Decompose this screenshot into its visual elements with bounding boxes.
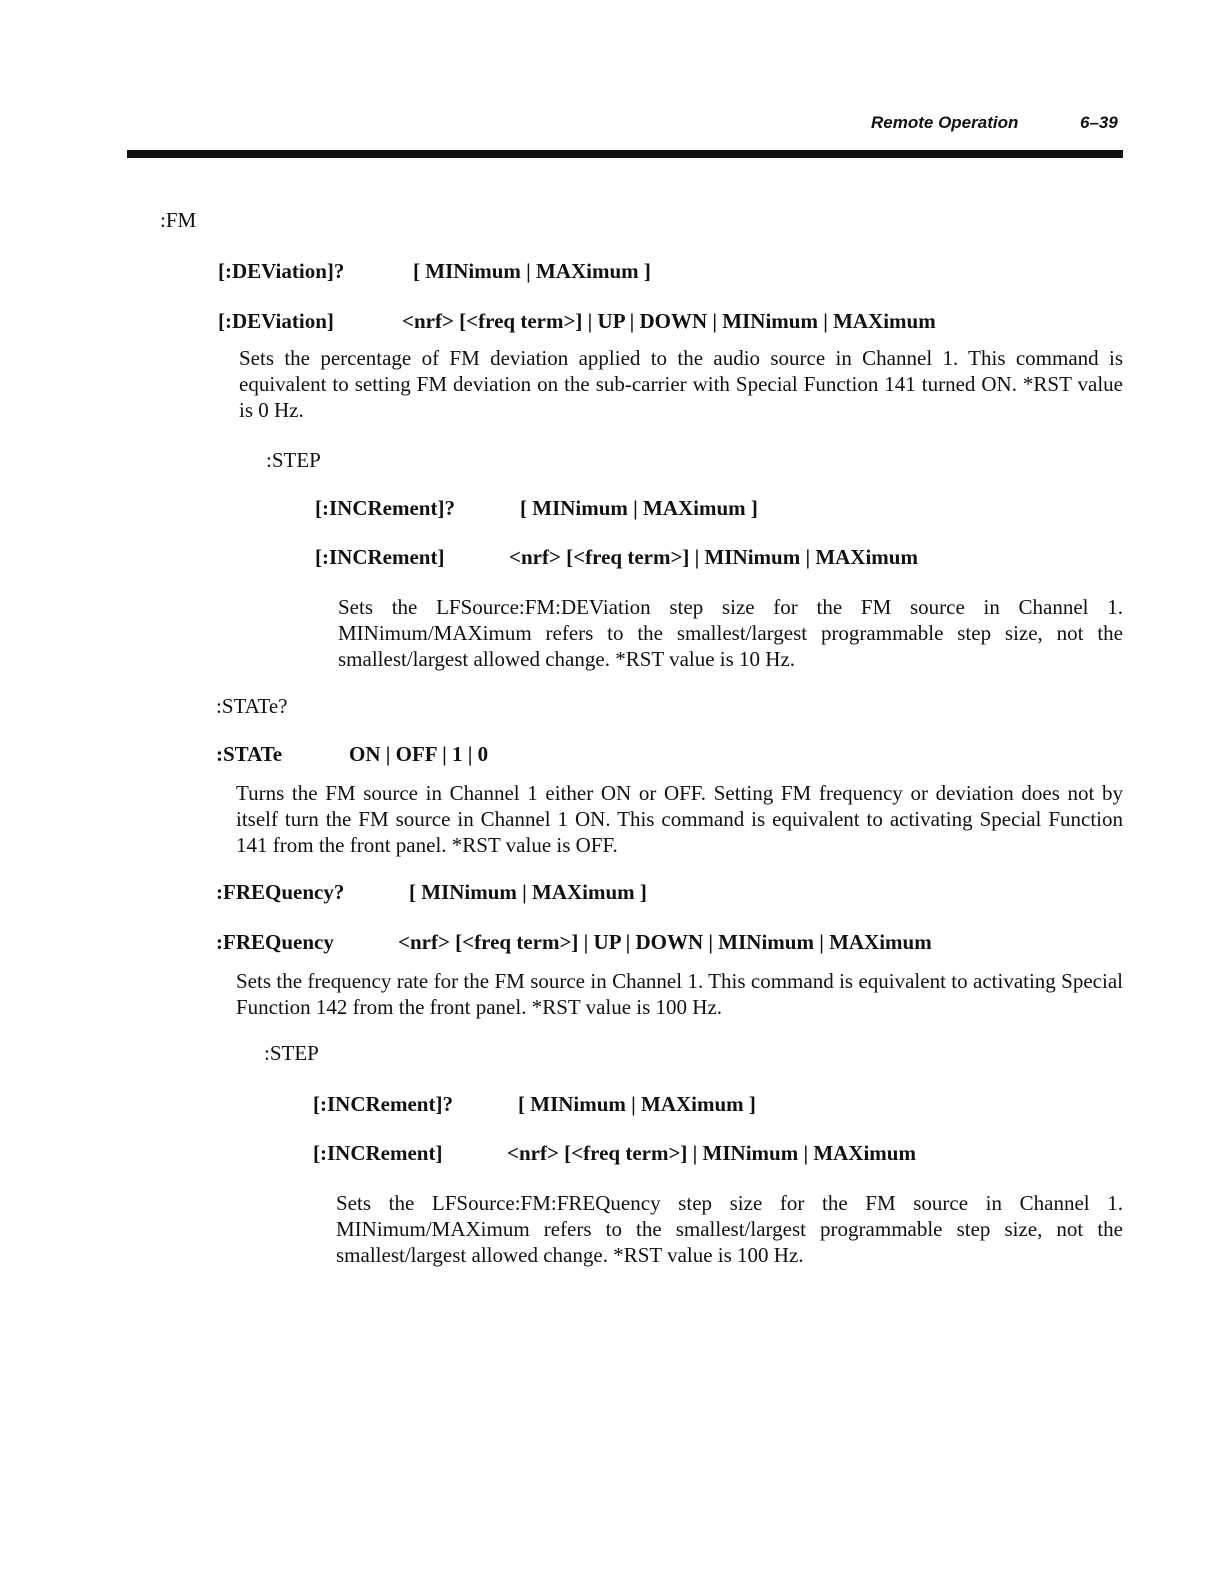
frequency-step-label: :STEP <box>264 1041 319 1065</box>
state-description: Turns the FM source in Channel 1 either ON or OFF. Setting FM frequency or deviation does not by itself turn the FM source in Channel 1 ON. This command is equivalent to activating Special Function 141 from the front panel. *RST value is OFF. <box>236 781 1123 857</box>
frequency-step-set-command: [:INCRement] <box>313 1141 443 1165</box>
frequency-step-query-params: [ MINimum | MAXimum ] <box>518 1092 756 1116</box>
deviation-step-description: Sets the LFSource:FM:DEViation step size for the FM source in Channel 1. MINimum/MAXimum refers to the smallest/largest programmable step size, not the smallest/largest allowed change. *RST value is 10 Hz. <box>338 595 1123 671</box>
deviation-step-set-command: [:INCRement] <box>315 545 445 569</box>
header-section-title: Remote Operation <box>871 113 1019 132</box>
deviation-description: Sets the percentage of FM deviation applied to the audio source in Channel 1. This command is equivalent to setting FM deviation on the sub-carrier with Special Function 141 turned ON. *RST value is 0 Hz. <box>239 346 1123 422</box>
deviation-set-command: [:DEViation] <box>218 309 334 333</box>
state-set-command: :STATe <box>216 742 283 766</box>
header-rule <box>127 150 1123 158</box>
frequency-step-query-command: [:INCRement]? <box>313 1092 453 1116</box>
frequency-set-params: <nrf> [<freq term>] | UP | DOWN | MINimum | MAXimum <box>398 930 932 954</box>
frequency-description: Sets the frequency rate for the FM source in Channel 1. This command is equivalent to activating Special Function 142 from the front panel. *RST value is 100 Hz. <box>236 969 1123 1019</box>
deviation-query-params: [ MINimum | MAXimum ] <box>413 259 651 283</box>
deviation-step-query-params: [ MINimum | MAXimum ] <box>520 496 758 520</box>
frequency-step-description: Sets the LFSource:FM:FREQuency step size for the FM source in Channel 1. MINimum/MAXimum refers to the smallest/largest programmable step size, not the smallest/largest allowed change. *RST value is 100 Hz. <box>336 1191 1123 1267</box>
frequency-step-set-params: <nrf> [<freq term>] | MINimum | MAXimum <box>507 1141 916 1165</box>
deviation-step-set-params: <nrf> [<freq term>] | MINimum | MAXimum <box>509 545 918 569</box>
root-command: :FM <box>160 208 197 232</box>
frequency-set-command: :FREQuency <box>216 930 334 954</box>
deviation-query-command: [:DEViation]? <box>218 259 345 283</box>
header-page-number: 6–39 <box>1080 113 1118 132</box>
frequency-query-params: [ MINimum | MAXimum ] <box>409 880 647 904</box>
deviation-step-query-command: [:INCRement]? <box>315 496 455 520</box>
frequency-query-command: :FREQuency? <box>216 880 345 904</box>
deviation-step-label: :STEP <box>266 448 321 472</box>
state-query-command: :STATe? <box>216 694 288 718</box>
deviation-set-params: <nrf> [<freq term>] | UP | DOWN | MINimum | MAXimum <box>402 309 936 333</box>
state-set-params: ON | OFF | 1 | 0 <box>349 742 489 766</box>
